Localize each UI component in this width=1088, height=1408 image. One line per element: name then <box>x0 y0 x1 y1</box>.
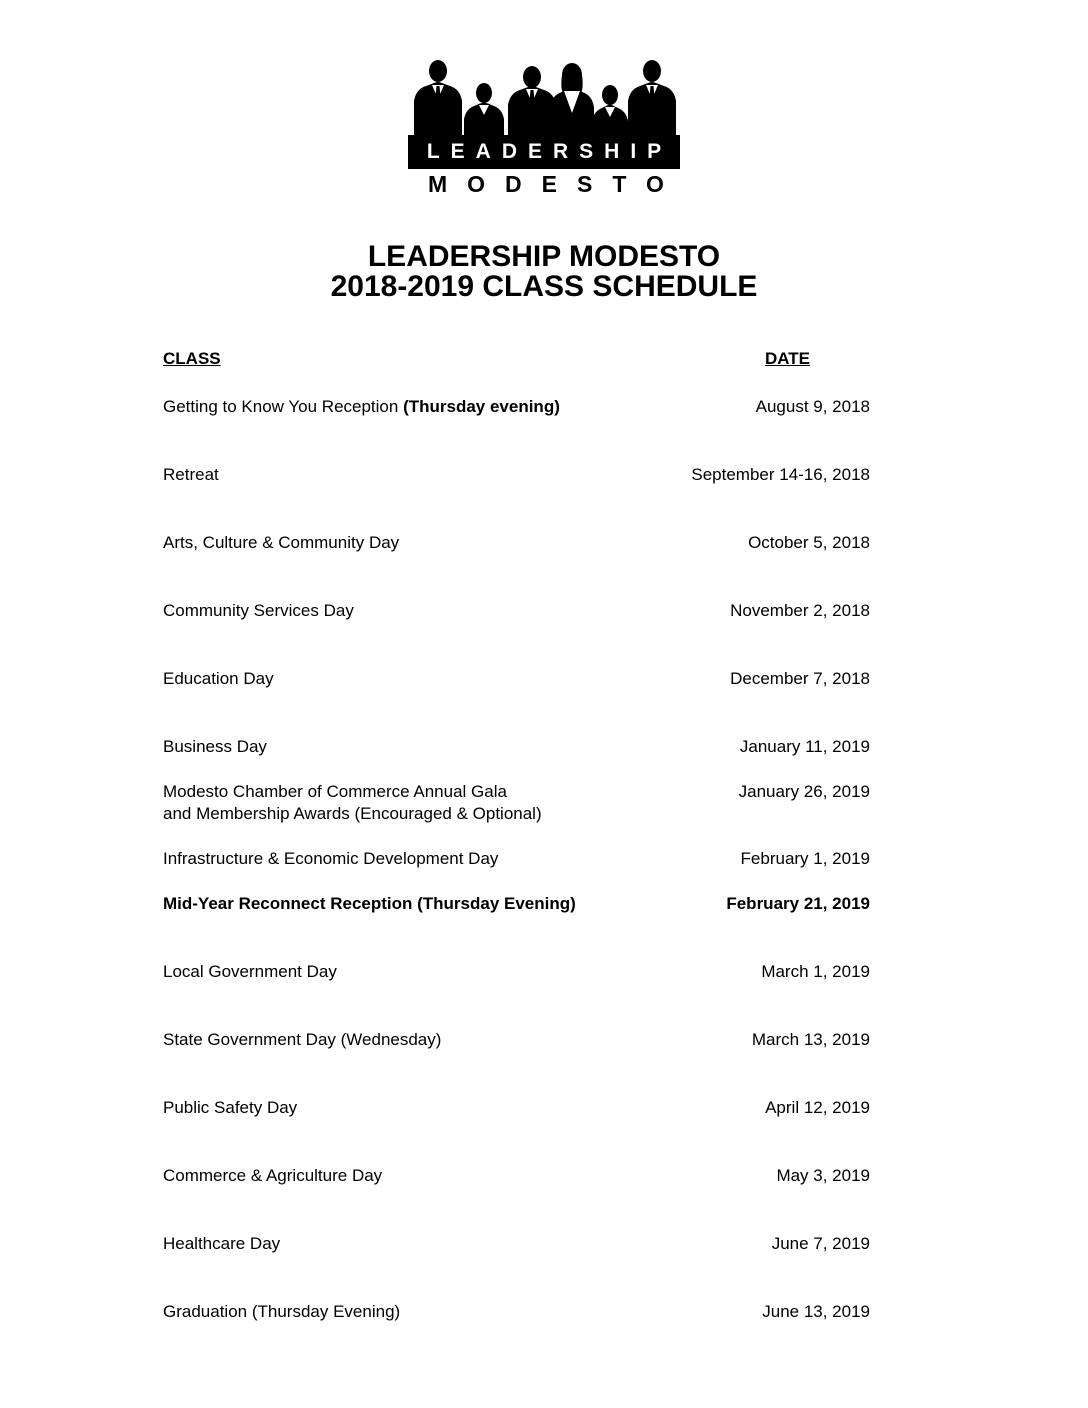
class-date: September 14-16, 2018 <box>691 465 870 484</box>
class-date: February 21, 2019 <box>726 894 870 913</box>
schedule-row <box>163 1029 870 1051</box>
class-name-text: Education Day <box>163 669 274 688</box>
schedule-row <box>163 1233 870 1255</box>
logo-wordmark-leadership <box>408 135 680 169</box>
schedule-row <box>163 1301 870 1323</box>
class-name <box>163 1029 660 1051</box>
class-name <box>163 1165 660 1187</box>
class-name-text: Infrastructure & Economic Development Day <box>163 849 499 868</box>
schedule-row <box>163 464 870 486</box>
class-date: May 3, 2019 <box>776 1166 870 1185</box>
class-column-header: CLASS <box>163 349 221 368</box>
class-date: November 2, 2018 <box>730 601 870 620</box>
schedule-row <box>163 893 870 915</box>
business-people-silhouettes-icon <box>408 55 680 135</box>
class-name-text: Public Safety Day <box>163 1098 298 1117</box>
class-name-text: Healthcare Day <box>163 1234 281 1253</box>
logo-wordmark-leadership-text: LEADERSHIP <box>426 140 673 163</box>
class-name <box>163 464 660 486</box>
class-name-text: Retreat <box>163 465 219 484</box>
schedule-row <box>163 396 870 418</box>
class-name-bold-text: (Thursday evening) <box>403 397 560 416</box>
class-date: March 13, 2019 <box>751 1030 870 1049</box>
class-name-text: Community Services Day <box>163 601 354 620</box>
class-date: February 1, 2019 <box>740 849 870 868</box>
schedule-row <box>163 668 870 690</box>
document-title-line1: LEADERSHIP MODESTO <box>367 240 721 273</box>
class-name <box>163 1233 660 1255</box>
class-date: January 26, 2019 <box>738 782 870 801</box>
class-date: April 12, 2019 <box>765 1098 870 1117</box>
class-name-bold-text: Mid-Year Reconnect Reception (Thursday Evening) <box>163 894 576 913</box>
class-date: June 13, 2019 <box>762 1302 870 1321</box>
class-name-text: Commerce & Agriculture Day <box>163 1166 383 1185</box>
schedule-rows <box>163 396 870 1323</box>
class-name-text: Local Government Day <box>163 962 337 981</box>
class-name <box>163 893 660 915</box>
document-title-line2: 2018-2019 CLASS SCHEDULE <box>330 270 758 303</box>
class-name-text: Business Day <box>163 737 267 756</box>
schedule-row <box>163 1165 870 1187</box>
schedule-row <box>163 532 870 554</box>
class-name-text: Getting to Know You Reception <box>163 397 404 416</box>
class-name <box>163 961 660 983</box>
logo-wordmark-modesto: MODESTO <box>428 171 684 197</box>
class-name-line2: and Membership Awards (Encouraged & Optional) <box>163 804 542 823</box>
class-date: December 7, 2018 <box>730 669 870 688</box>
class-date: October 5, 2018 <box>748 533 870 552</box>
class-name <box>163 848 660 870</box>
class-name <box>163 600 660 622</box>
date-column-header: DATE <box>764 349 810 368</box>
class-date: January 11, 2019 <box>739 737 870 756</box>
schedule-row <box>163 600 870 622</box>
class-name-text: State Government Day (Wednesday) <box>163 1030 442 1049</box>
schedule-row <box>163 781 870 825</box>
class-name-text: Arts, Culture & Community Day <box>163 533 400 552</box>
class-name <box>163 1301 660 1323</box>
class-name <box>163 396 660 418</box>
class-name-text: Modesto Chamber of Commerce Annual Gala <box>163 782 507 801</box>
leadership-modesto-logo <box>408 55 684 198</box>
schedule-row <box>163 961 870 983</box>
schedule-header-row <box>163 348 870 370</box>
schedule-table <box>163 348 870 1323</box>
class-name <box>163 668 660 690</box>
class-name <box>163 532 660 554</box>
document-title <box>0 242 1088 302</box>
class-date: March 1, 2019 <box>761 962 870 981</box>
class-name <box>163 1097 660 1119</box>
class-name <box>163 736 660 758</box>
class-date: August 9, 2018 <box>755 397 870 416</box>
class-name-text: Graduation (Thursday Evening) <box>163 1302 401 1321</box>
class-date: June 7, 2019 <box>771 1234 870 1253</box>
schedule-row <box>163 1097 870 1119</box>
class-name <box>163 781 660 825</box>
schedule-row <box>163 848 870 870</box>
schedule-row <box>163 736 870 758</box>
